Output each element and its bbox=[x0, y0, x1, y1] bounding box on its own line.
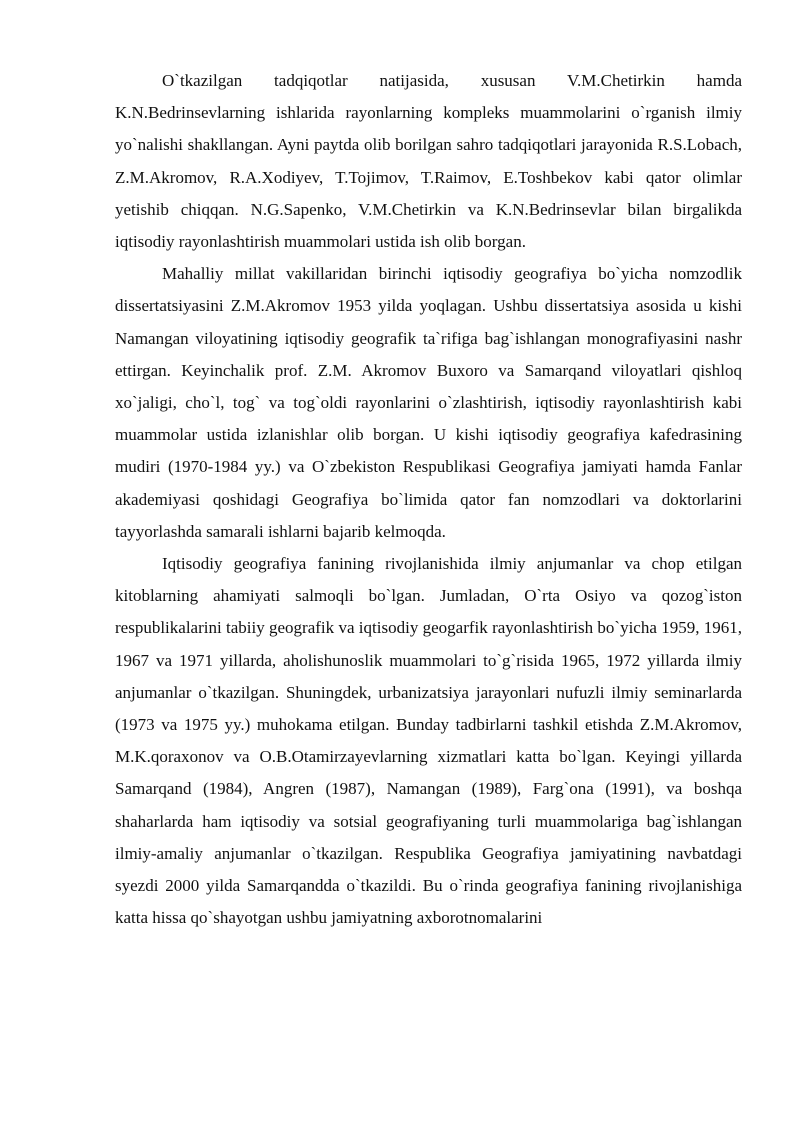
paragraph-1: O`tkazilgan tadqiqotlar natijasida, xususan V.M.Chetirkin hamda K.N.Bedrinsevlarning ishlarida rayonlarning kompleks muammolarini o`rganish ilmiy yo`nalishi shakllangan. Ayni paytda olib borilgan sahro tadqiqotlari jarayonida R.S.Lobach, Z.M.Akromov, R.A.Xodiyev, T.Tojimov, T.Raimov, E.Toshbekov kabi qator olimlar yetishib chiqqan. N.G.Sapenko, V.M.Chetirkin va K.N.Bedrinsevlar bilan birgalikda iqtisodiy rayonlashtirish muammolari ustida ish olib borgan. bbox=[115, 71, 742, 252]
paragraph-3: Iqtisodiy geografiya fanining rivojlanishida ilmiy anjumanlar va chop etilgan kitoblarning ahamiyati salmoqli bo`lgan. Jumladan, O`rta Osiyo va qozog`iston respublikalarini tabiiy geografik va iqtisodiy geogarfik rayonlashtirish bo`yicha 1959, 1961, 1967 va 1971 yillarda, aholishunoslik muammolari to`g`risida 1965, 1972 yillarda ilmiy anjumanlar o`tkazilgan. Shuningdek, urbanizatsiya jarayonlari nufuzli ilmiy seminarlarda (1973 va 1975 yy.) muhokama etilgan. Bunday tadbirlarni tashkil etishda Z.M.Akromov, M.K.qoraxonov va O.B.Otamirzayevlarning xizmatlari katta bo`lgan. Keyingi yillarda Samarqand (1984), Angren (1987), Namangan (1989), Farg`ona (1991), va boshqa shaharlarda ham iqtisodiy va sotsial geografiyaning turli muammolariga bag`ishlangan ilmiy-amaliy anjumanlar o`tkazilgan. Respublika Geografiya jamiyatining navbatdagi syezdi 2000 yilda Samarqandda o`tkazildi. Bu o`rinda geografiya fanining rivojlanishiga katta hissa qo`shayotgan ushbu jamiyatning axborotnomalarini bbox=[115, 554, 742, 928]
paragraph-2: Mahalliy millat vakillaridan birinchi iqtisodiy geografiya bo`yicha nomzodlik dissertatsiyasini Z.M.Akromov 1953 yilda yoqlagan. Ushbu dissertatsiya asosida u kishi Namangan viloyatining iqtisodiy geografik ta`rifiga bag`ishlangan monografiyasini nashr ettirgan. Keyinchalik prof. Z.M. Akromov Buxoro va Samarqand viloyatlari qishloq xo`jaligi, cho`l, tog` va tog`oldi rayonlarini o`zlashtirish, iqtisodiy rayonlashtirish kabi muammolar ustida izlanishlar olib borgan. U kishi iqtisodiy geografiya kafedrasining mudiri (1970-1984 yy.) va O`zbekiston Respublikasi Geografiya jamiyati hamda Fanlar akademiyasi qoshidagi Geografiya bo`limida qator fan nomzodlari va doktorlarini tayyorlashda samarali ishlarni bajarib kelmoqda. bbox=[115, 264, 742, 541]
